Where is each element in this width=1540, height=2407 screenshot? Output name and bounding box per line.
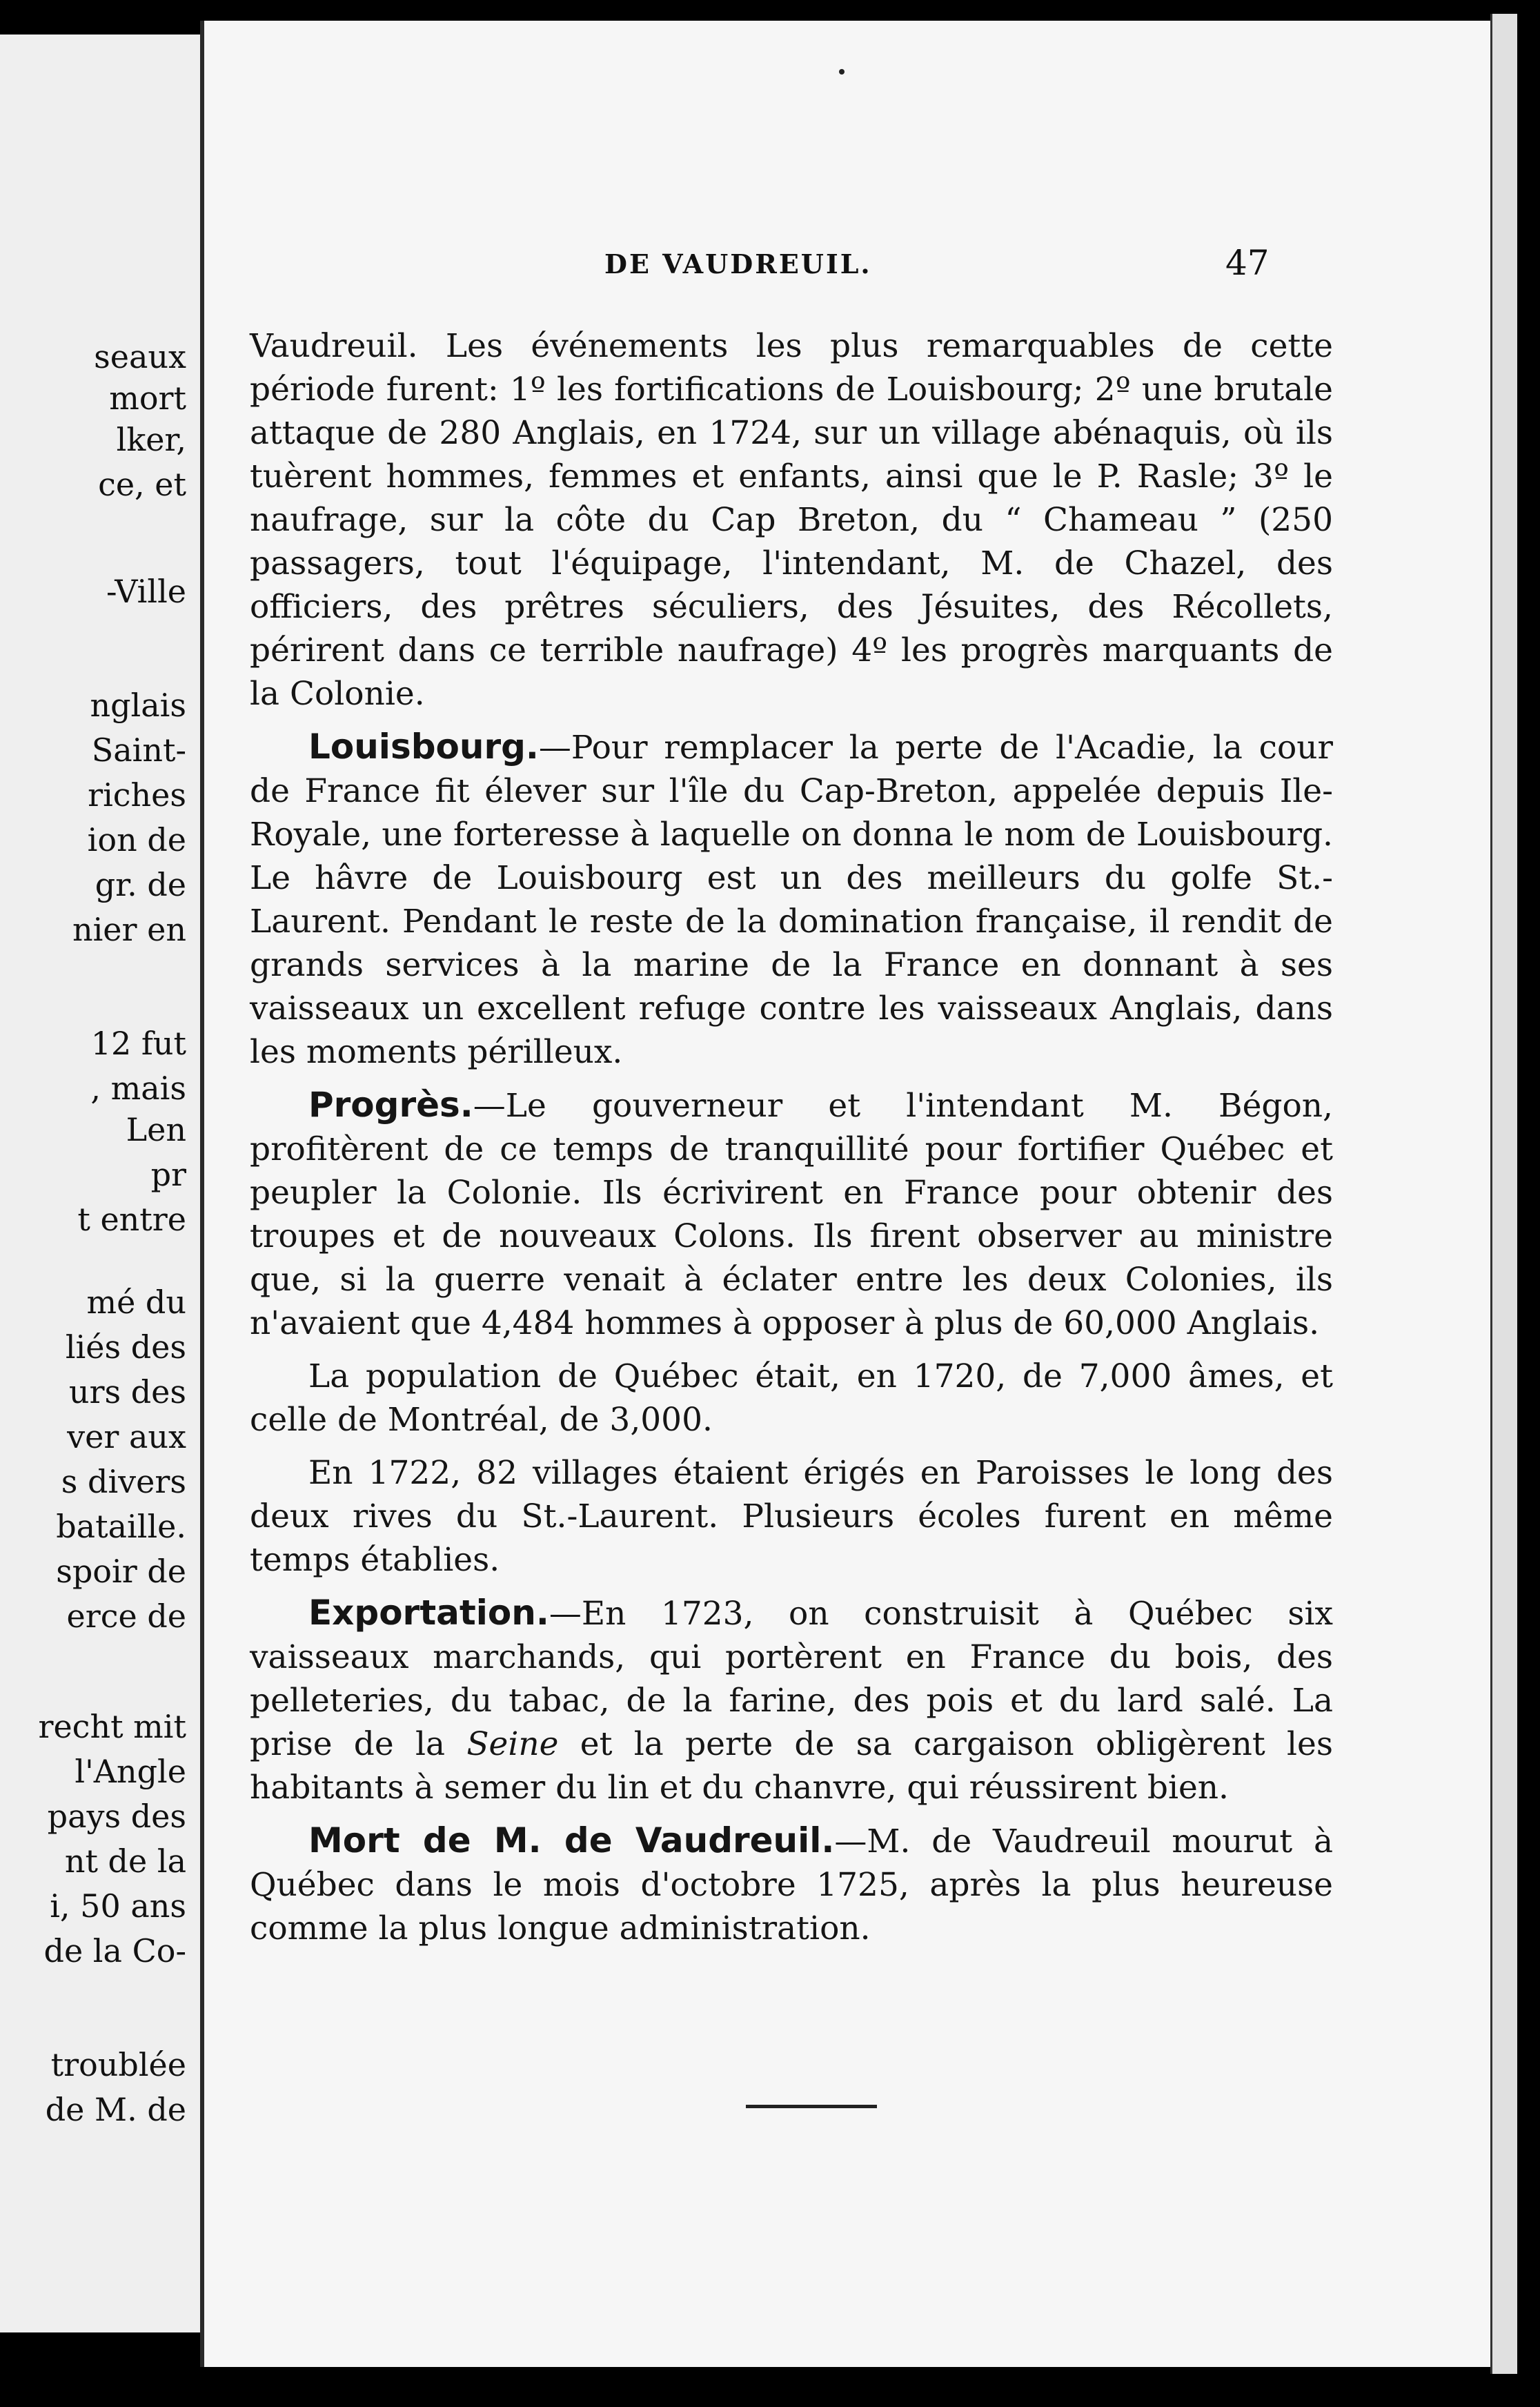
exportation-text-part-1: —En 1723, on construisit à Québec six vaisseaux marchands, qui portèrent en France du bois, des pelleteries, du tabac, de la farine, des pois et du lard salé. La prise de la xyxy=(250,1595,1333,1763)
ink-speck xyxy=(839,69,845,75)
exportation-ship-name: Seine xyxy=(466,1725,559,1763)
left-page-fragment: , mais xyxy=(90,1070,186,1107)
left-page-fragment: Len xyxy=(126,1111,186,1148)
left-page-fragment: gr. de xyxy=(95,866,186,903)
section-heading-progres: Progrès. xyxy=(308,1085,473,1125)
left-page-fragment: nt de la xyxy=(64,1843,186,1880)
body-text xyxy=(250,324,1333,1960)
page-number: 47 xyxy=(1225,243,1270,283)
left-page-fragment: riches xyxy=(88,776,186,814)
louisbourg-text: —Pour remplacer la perte de l'Acadie, la cour de France fit élever sur l'île du Cap-Breton, appelée depuis Ile-Royale, une forteresse à laquelle on donna le nom de Louisbourg. Le hâvre de Louisbourg est un des meilleurs du golfe St.-Laurent. Pendant le reste de la domination française, il rendit de grands services à la marine de la France en donnant à ses vaisseaux un excellent refuge contre les vaisseaux Anglais, dans les moments périlleux. xyxy=(250,729,1333,1071)
left-page-fragment: i, 50 ans xyxy=(50,1887,186,1925)
left-page-fragment: urs des xyxy=(68,1373,186,1411)
left-page-fragment: de M. de xyxy=(45,2091,186,2128)
left-page-fragment: l'Angle xyxy=(75,1753,186,1790)
left-facing-page xyxy=(0,35,210,2332)
left-page-fragment: troublée xyxy=(50,2046,186,2083)
page-edge xyxy=(1490,14,1517,2374)
louisbourg-paragraph xyxy=(250,725,1333,1074)
left-page-fragment: ver aux xyxy=(67,1418,186,1455)
left-page-fragment: liés des xyxy=(65,1328,186,1366)
section-heading-exportation: Exportation. xyxy=(308,1593,549,1633)
progres-paragraph xyxy=(250,1083,1333,1345)
left-page-fragment: bataille. xyxy=(56,1508,186,1545)
left-page-fragment: mort xyxy=(109,380,186,417)
left-page-fragment: 12 fut xyxy=(90,1025,186,1062)
exportation-text-part-2: et la perte de sa cargaison obligèrent les habitants à semer du lin et du chanvre, qui réussirent bien. xyxy=(250,1725,1333,1807)
intro-paragraph: Vaudreuil. Les événements les plus remarquables de cette période furent: 1º les fortifications de Louisbourg; 2º une brutale attaque de 280 Anglais, en 1724, sur un village abénaquis, où ils tuèrent hommes, femmes et enfants, ainsi que le P. Rasle; 3º le naufrage, sur la côte du Cap Breton, du “ Chameau ” (250 passagers, tout l'équipage, l'intendant, M. de Chazel, des officiers, des prêtres séculiers, des Jésuites, des Récollets, périrent dans ce terrible naufrage) 4º les progrès marquants de la Colonie. xyxy=(250,327,1333,713)
left-page-fragment: spoir de xyxy=(56,1553,186,1590)
main-page xyxy=(200,21,1494,2367)
left-page-fragment: recht mit xyxy=(38,1708,186,1745)
exportation-paragraph xyxy=(250,1591,1333,1809)
left-page-fragment: -Ville xyxy=(106,573,186,610)
paroisses-paragraph: En 1722, 82 villages étaient érigés en Paroisses le long des deux rives du St.-Laurent. Plusieurs écoles furent en même temps établies. xyxy=(250,1454,1333,1579)
mort-text: —M. de Vaudreuil mourut à Québec dans le mois d'octobre 1725, après la plus heureuse comme la plus longue administration. xyxy=(250,1823,1333,1947)
left-page-fragment: s divers xyxy=(61,1463,186,1500)
left-page-fragment: ce, et xyxy=(98,466,186,503)
left-page-fragment: erce de xyxy=(66,1598,186,1635)
left-page-fragment: t entre xyxy=(77,1201,186,1238)
left-page-fragment: mé du xyxy=(86,1284,186,1321)
running-head: DE VAUDREUIL. xyxy=(604,248,872,279)
left-page-fragment: nier en xyxy=(72,911,186,948)
population-paragraph: La population de Québec était, en 1720, de 7,000 âmes, et celle de Montréal, de 3,000. xyxy=(250,1357,1333,1439)
section-heading-mort: Mort de M. de Vaudreuil. xyxy=(308,1820,835,1860)
mort-paragraph xyxy=(250,1819,1333,1950)
left-page-fragment: seaux xyxy=(94,338,186,375)
progres-text: —Le gouverneur et l'intendant M. Bégon, profitèrent de ce temps de tranquillité pour fortifier Québec et peupler la Colonie. Ils écrivirent en France pour obtenir des troupes et de nouveaux Colons. Ils firent observer au ministre que, si la guerre venait à éclater entre les deux Colonies, ils n'avaient que 4,484 hommes à opposer à plus de 60,000 Anglais. xyxy=(250,1087,1333,1342)
left-page-fragment: Saint- xyxy=(91,731,186,769)
left-page-fragment: de la Co- xyxy=(43,1932,186,1969)
left-page-fragment: lker, xyxy=(116,421,186,458)
section-end-rule xyxy=(746,2105,877,2108)
left-page-fragment: ion de xyxy=(87,821,186,858)
page-header xyxy=(204,243,1494,297)
left-page-fragment: nglais xyxy=(90,687,186,724)
left-page-fragment: pr xyxy=(150,1156,186,1193)
left-page-fragment: pays des xyxy=(47,1798,186,1835)
section-heading-louisbourg: Louisbourg. xyxy=(308,727,539,767)
